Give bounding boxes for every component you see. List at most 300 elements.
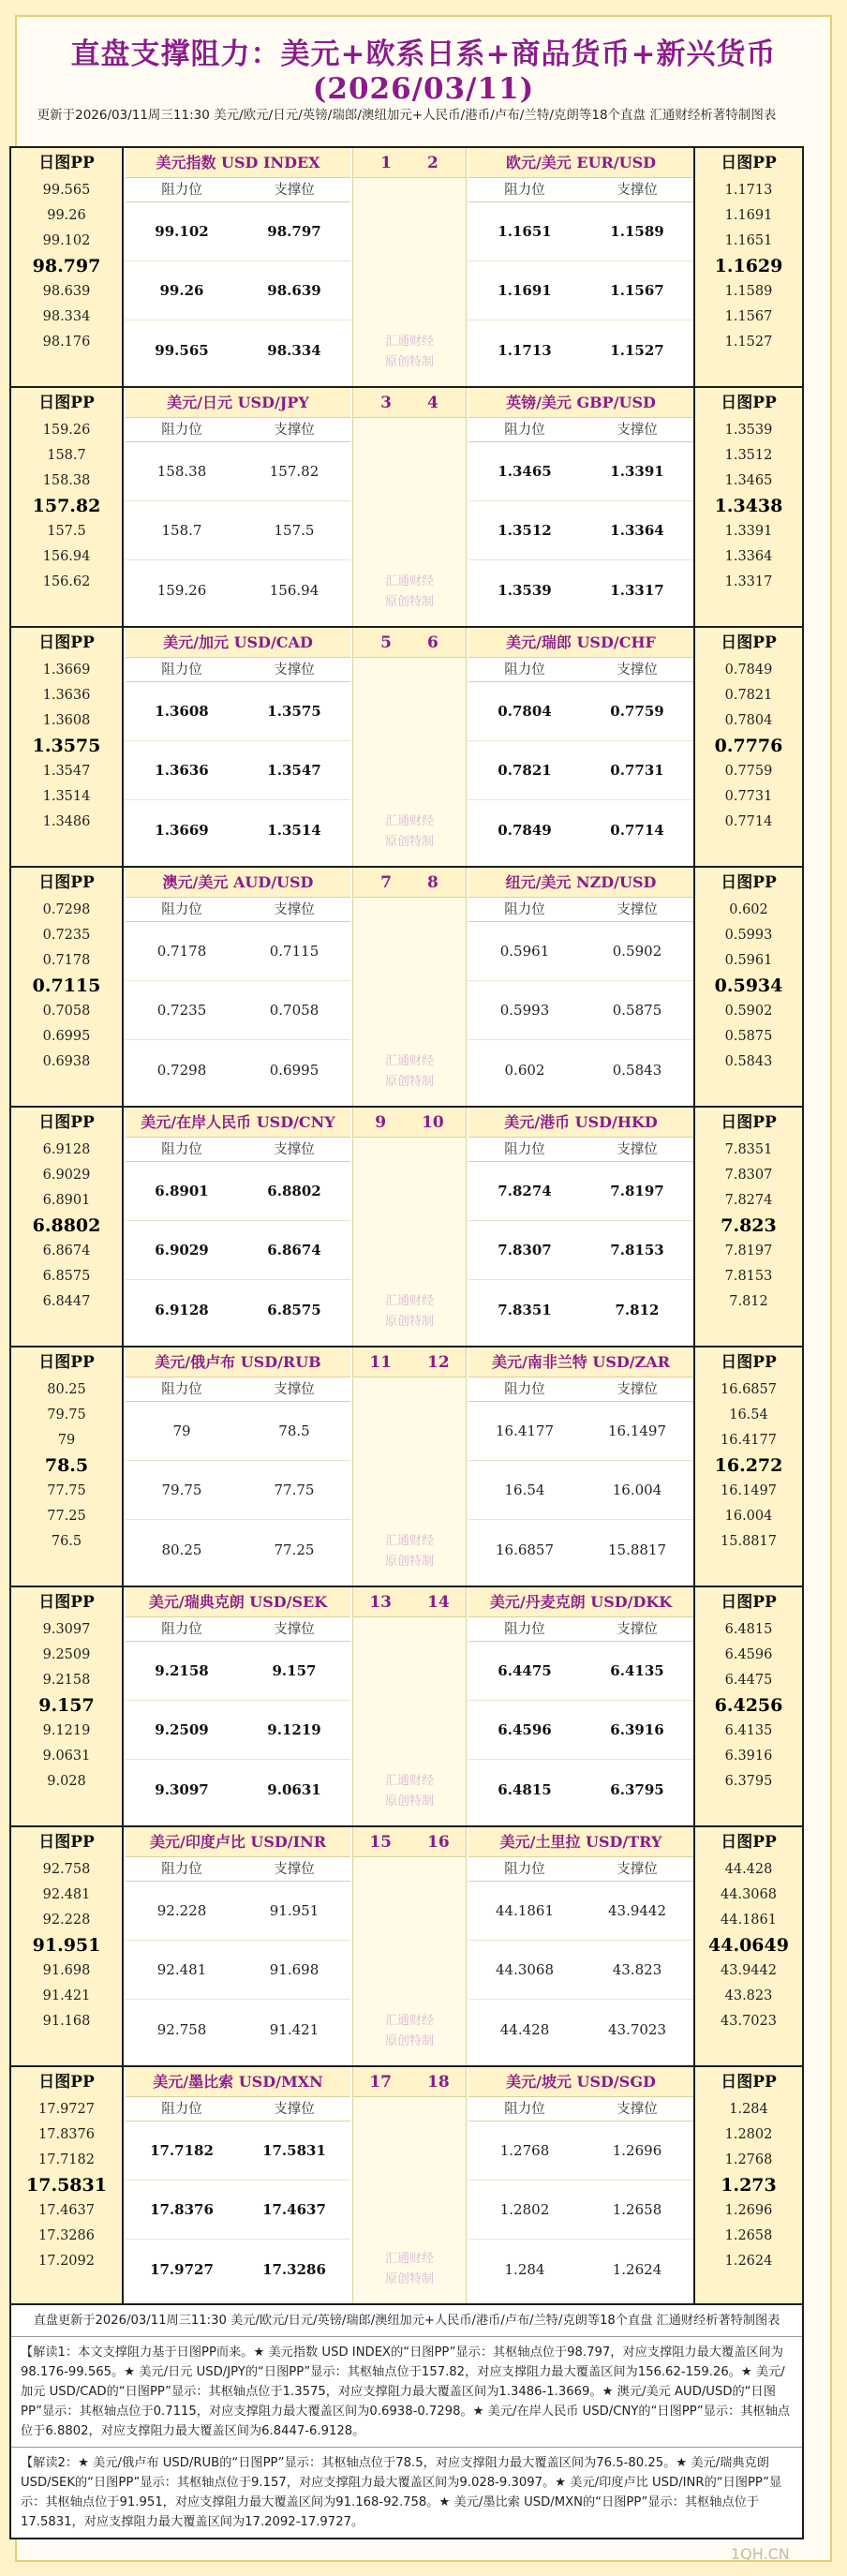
- watermark-line: 原创特制: [384, 2034, 434, 2048]
- pp-value: 16.54: [729, 1407, 768, 1422]
- support-label: 支撑位: [274, 663, 315, 678]
- pp-value: 0.6938: [42, 1054, 91, 1069]
- pp-value: 1.3512: [724, 448, 773, 463]
- pp-value: 1.1567: [724, 309, 773, 324]
- level-header: [468, 418, 693, 442]
- pp-value: 0.7759: [724, 764, 773, 779]
- resistance-value: 0.7849: [498, 821, 552, 839]
- pivot-value: 16.272: [714, 1455, 783, 1476]
- resistance-value: 0.602: [504, 1061, 545, 1079]
- watermark-line: 原创特制: [384, 1075, 434, 1089]
- pp-value: 9.028: [47, 1774, 86, 1789]
- watermark-line: 原创特制: [384, 595, 434, 609]
- level-row: [468, 2181, 693, 2240]
- level-header: [468, 2097, 693, 2122]
- footer: [9, 2305, 804, 2539]
- pp-value: 1.2624: [724, 2254, 773, 2269]
- pp-value: 0.7731: [724, 789, 773, 804]
- pp-value: 16.4177: [721, 1433, 777, 1448]
- level-header: [126, 898, 350, 922]
- watermark: [353, 812, 466, 853]
- pivot-value: 98.797: [32, 256, 101, 276]
- pair-name: 美元/丹麦克朗 USD/DKK: [468, 1587, 693, 1617]
- pp-value: 0.5993: [724, 928, 773, 943]
- pair-right: [468, 628, 693, 866]
- pp-value: 0.5961: [724, 953, 773, 968]
- pp-value: 1.3669: [42, 663, 91, 678]
- watermark-line: 汇通财经: [384, 1774, 434, 1788]
- pivot-value: 1.3575: [32, 736, 101, 756]
- pp-value: 9.3097: [42, 1622, 91, 1637]
- support-value: 1.3547: [267, 762, 321, 779]
- pp-header: 日图PP: [721, 633, 777, 652]
- pair-right: [468, 1587, 693, 1825]
- pair-number-left: 9: [375, 1113, 387, 1132]
- support-label: 支撑位: [274, 2102, 315, 2117]
- resistance-value: 16.6857: [495, 1541, 555, 1558]
- pp-value: 43.7023: [721, 2014, 777, 2029]
- pair-left: [126, 2067, 350, 2303]
- level-row: [468, 1461, 693, 1520]
- pair-number-left: 7: [380, 873, 392, 892]
- resistance-value: 159.26: [156, 581, 207, 599]
- support-value: 16.004: [612, 1482, 662, 1498]
- right-pp-column: [693, 628, 802, 866]
- support-value: 0.7714: [610, 821, 664, 839]
- pair-number-left: 13: [369, 1593, 392, 1612]
- pp-value: 0.5875: [724, 1029, 773, 1044]
- resistance-value: 16.4177: [495, 1422, 555, 1439]
- pp-value: 9.1219: [42, 1723, 91, 1738]
- watermark-line: 原创特制: [384, 1555, 434, 1569]
- pair-name: 美元/南非兰特 USD/ZAR: [468, 1348, 693, 1377]
- pp-value: 44.3068: [721, 1887, 777, 1902]
- pair-left: [126, 1587, 350, 1825]
- number-column: [352, 2067, 467, 2303]
- level-row: [126, 1941, 350, 2000]
- pp-value: 1.3465: [724, 473, 773, 488]
- level-row: [468, 1402, 693, 1461]
- support-value: 98.797: [267, 223, 321, 240]
- pair-numbers: [353, 388, 466, 418]
- support-value: 7.8153: [610, 1242, 664, 1258]
- pair-number-left: 11: [369, 1353, 392, 1372]
- pair-name: 美元/瑞郎 USD/CHF: [468, 628, 693, 658]
- pp-value: 92.758: [42, 1862, 91, 1877]
- level-row: [126, 1280, 350, 1339]
- left-pp-column: [11, 1108, 124, 1346]
- pair-name: 纽元/美元 NZD/USD: [468, 868, 693, 898]
- pair-name: 美元/在岸人民币 USD/CNY: [126, 1108, 350, 1138]
- resistance-label: 阻力位: [504, 1142, 545, 1157]
- pair-number-left: 5: [380, 633, 392, 652]
- pp-header: 日图PP: [721, 154, 777, 172]
- pp-value: 0.7821: [724, 688, 773, 703]
- support-value: 157.82: [269, 463, 319, 480]
- pp-header: 日图PP: [721, 1593, 777, 1612]
- resistance-value: 1.284: [504, 2260, 545, 2278]
- resistance-label: 阻力位: [504, 902, 545, 917]
- support-value: 0.6995: [269, 1061, 319, 1079]
- number-column: [352, 388, 467, 626]
- resistance-label: 阻力位: [161, 2102, 202, 2117]
- support-label: 支撑位: [617, 183, 658, 198]
- pp-value: 0.5902: [724, 1004, 773, 1019]
- level-row: [126, 560, 350, 619]
- pp-value: 158.7: [47, 448, 86, 463]
- resistance-value: 7.8307: [498, 1242, 552, 1258]
- pair-right: [468, 1108, 693, 1346]
- level-row: [126, 1701, 350, 1760]
- number-column: [352, 1827, 467, 2065]
- pp-value: 1.3486: [42, 814, 91, 829]
- resistance-value: 44.428: [499, 2020, 550, 2038]
- level-header: [126, 2097, 350, 2122]
- level-row: [126, 2122, 350, 2181]
- resistance-value: 92.758: [156, 2020, 207, 2038]
- pair-numbers: [353, 1348, 466, 1377]
- support-label: 支撑位: [274, 1382, 315, 1397]
- resistance-value: 1.1651: [498, 223, 552, 240]
- level-row: [468, 560, 693, 619]
- support-value: 91.698: [269, 1961, 319, 1978]
- number-column: [352, 148, 467, 386]
- support-value: 17.5831: [262, 2142, 326, 2159]
- pp-header: 日图PP: [38, 633, 95, 652]
- pair-name: 美元指数 USD INDEX: [126, 148, 350, 178]
- watermark: [353, 1291, 466, 1333]
- left-pp-column: [11, 1827, 124, 2065]
- level-row: [126, 442, 350, 501]
- pp-value: 0.7235: [42, 928, 91, 943]
- pp-value: 92.228: [42, 1913, 91, 1928]
- resistance-label: 阻力位: [504, 1622, 545, 1637]
- resistance-value: 1.3669: [155, 821, 209, 839]
- watermark-line: 汇通财经: [384, 1054, 434, 1068]
- level-header: [126, 1617, 350, 1642]
- support-label: 支撑位: [274, 423, 315, 438]
- pp-value: 17.7182: [38, 2152, 95, 2167]
- level-row: [126, 1520, 350, 1579]
- support-label: 支撑位: [617, 423, 658, 438]
- pair-number-right: 12: [427, 1353, 450, 1372]
- pivot-value: 44.0649: [708, 1935, 789, 1956]
- right-pp-column: [693, 868, 802, 1106]
- pair-left: [126, 388, 350, 626]
- pp-value: 1.3608: [42, 713, 91, 728]
- pair-name: 美元/坡元 USD/SGD: [468, 2067, 693, 2097]
- pp-value: 1.1651: [724, 233, 773, 248]
- support-value: 15.8817: [607, 1541, 667, 1558]
- pair-right: [468, 1827, 693, 2065]
- pp-value: 1.3514: [42, 789, 91, 804]
- level-row: [468, 261, 693, 320]
- pivot-value: 0.7115: [32, 975, 101, 996]
- pp-value: 44.1861: [721, 1913, 777, 1928]
- support-value: 6.8802: [267, 1183, 321, 1199]
- support-value: 17.3286: [262, 2260, 326, 2278]
- resistance-value: 9.2509: [155, 1721, 209, 1738]
- pp-value: 44.428: [724, 1862, 773, 1877]
- support-value: 98.334: [267, 341, 321, 359]
- pair-left: [126, 1348, 350, 1586]
- pair-number-right: 16: [427, 1833, 450, 1852]
- resistance-value: 17.7182: [150, 2142, 214, 2159]
- resistance-label: 阻力位: [504, 423, 545, 438]
- support-value: 1.3575: [267, 703, 321, 720]
- pivot-value: 91.951: [32, 1935, 101, 1956]
- pair-right: [468, 148, 693, 386]
- resistance-value: 17.9727: [150, 2260, 214, 2278]
- pp-value: 0.7298: [42, 902, 91, 917]
- resistance-value: 92.228: [156, 1902, 207, 1919]
- resistance-value: 0.7235: [156, 1002, 207, 1019]
- pivot-tables: [9, 146, 804, 2305]
- watermark-line: 原创特制: [384, 1794, 434, 1809]
- pp-value: 1.3636: [42, 688, 91, 703]
- pp-value: 6.8447: [42, 1294, 91, 1309]
- watermark-line: 原创特制: [384, 355, 434, 369]
- resistance-value: 6.4475: [498, 1662, 552, 1679]
- pair-left: [126, 1827, 350, 2065]
- level-row: [468, 682, 693, 741]
- level-header: [126, 418, 350, 442]
- pair-name: 美元/日元 USD/JPY: [126, 388, 350, 418]
- pp-value: 1.1527: [724, 335, 773, 350]
- footer-update: 直盘更新于2026/03/11周三11:30 美元/欧元/日元/英镑/瑞郎/澳纽加元+人民币/港币/卢布/兰特/克朗等18个直盘 汇通财经析著特制图表: [33, 2314, 780, 2328]
- pp-value: 6.8674: [42, 1243, 91, 1258]
- level-row: [126, 682, 350, 741]
- pp-value: 6.8901: [42, 1193, 91, 1208]
- support-value: 1.1567: [610, 282, 664, 299]
- pp-value: 16.6857: [721, 1382, 777, 1397]
- pair-number-left: 1: [380, 154, 392, 172]
- support-value: 78.5: [278, 1422, 310, 1439]
- pp-value: 15.8817: [721, 1534, 777, 1549]
- number-column: [352, 1348, 467, 1586]
- support-value: 1.1527: [610, 341, 664, 359]
- pp-header: 日图PP: [721, 394, 777, 412]
- pp-value: 79.75: [47, 1407, 86, 1422]
- support-label: 支撑位: [617, 2102, 658, 2117]
- pp-header: 日图PP: [721, 1833, 777, 1852]
- pivot-value: 157.82: [32, 496, 101, 516]
- pp-value: 156.62: [42, 574, 91, 589]
- pp-value: 9.0631: [42, 1749, 91, 1764]
- pair-numbers: [353, 1827, 466, 1857]
- pair-number-right: 2: [427, 154, 438, 172]
- resistance-label: 阻力位: [161, 1142, 202, 1157]
- level-header: [126, 1377, 350, 1402]
- pp-value: 6.3795: [724, 1774, 773, 1789]
- resistance-value: 9.2158: [155, 1662, 209, 1679]
- resistance-value: 99.565: [155, 341, 209, 359]
- left-pp-column: [11, 2067, 124, 2303]
- level-row: [468, 202, 693, 261]
- watermark-line: 原创特制: [384, 835, 434, 849]
- pp-value: 77.75: [47, 1483, 86, 1498]
- pp-value: 91.168: [42, 2014, 91, 2029]
- level-row: [126, 2181, 350, 2240]
- pp-value: 16.1497: [721, 1483, 777, 1498]
- pivot-value: 6.8802: [32, 1215, 101, 1236]
- support-value: 6.3916: [610, 1721, 664, 1738]
- watermark-line: 原创特制: [384, 1315, 434, 1329]
- level-row: [126, 501, 350, 560]
- pp-value: 1.1713: [724, 183, 773, 198]
- pp-value: 77.25: [47, 1509, 86, 1524]
- pp-value: 1.2658: [724, 2228, 773, 2243]
- pp-value: 9.2158: [42, 1673, 91, 1688]
- pp-header: 日图PP: [38, 1593, 95, 1612]
- level-row: [126, 1221, 350, 1280]
- support-label: 支撑位: [617, 1142, 658, 1157]
- pivot-value: 7.823: [721, 1215, 777, 1236]
- support-value: 1.2658: [612, 2201, 662, 2218]
- support-value: 0.7058: [269, 1002, 319, 1019]
- level-row: [468, 1882, 693, 1941]
- resistance-label: 阻力位: [161, 663, 202, 678]
- support-value: 0.7115: [269, 943, 319, 960]
- pair-name: 美元/港币 USD/HKD: [468, 1108, 693, 1138]
- resistance-value: 1.3465: [498, 463, 552, 480]
- resistance-value: 0.7298: [156, 1061, 207, 1079]
- pp-value: 6.4596: [724, 1647, 773, 1662]
- pp-value: 9.2509: [42, 1647, 91, 1662]
- resistance-value: 99.26: [159, 282, 204, 299]
- support-value: 0.5902: [612, 943, 662, 960]
- pp-value: 91.698: [42, 1963, 91, 1978]
- watermark: [353, 1531, 466, 1572]
- pp-header: 日图PP: [721, 1353, 777, 1372]
- pair-left: [126, 628, 350, 866]
- level-row: [126, 2240, 350, 2299]
- level-row: [126, 1882, 350, 1941]
- level-header: [126, 1857, 350, 1882]
- pp-value: 6.4815: [724, 1622, 773, 1637]
- pp-value: 1.3317: [724, 574, 773, 589]
- level-row: [468, 1040, 693, 1099]
- pair-block: [9, 1825, 804, 2065]
- pair-numbers: [353, 628, 466, 658]
- resistance-value: 17.8376: [150, 2201, 214, 2218]
- support-value: 1.3391: [610, 463, 664, 480]
- pp-value: 99.26: [47, 208, 86, 223]
- support-value: 0.7731: [610, 762, 664, 779]
- left-pp-column: [11, 1348, 124, 1586]
- pp-value: 0.7804: [724, 713, 773, 728]
- watermark: [353, 2011, 466, 2052]
- support-value: 77.25: [274, 1541, 315, 1558]
- level-row: [126, 202, 350, 261]
- level-row: [126, 800, 350, 859]
- pair-block: [9, 386, 804, 626]
- level-row: [126, 981, 350, 1040]
- pair-numbers: [353, 2067, 466, 2097]
- watermark: [353, 332, 466, 373]
- support-value: 1.3364: [610, 522, 664, 539]
- resistance-label: 阻力位: [504, 1382, 545, 1397]
- resistance-value: 1.1691: [498, 282, 552, 299]
- support-value: 156.94: [269, 581, 319, 599]
- pp-value: 0.602: [729, 902, 768, 917]
- pp-value: 7.8197: [724, 1243, 773, 1258]
- pp-value: 98.639: [42, 284, 91, 299]
- left-pp-column: [11, 1587, 124, 1825]
- right-pp-column: [693, 1827, 802, 2065]
- pair-number-right: 10: [422, 1113, 444, 1132]
- resistance-value: 0.7821: [498, 762, 552, 779]
- pair-name: 澳元/美元 AUD/USD: [126, 868, 350, 898]
- right-pp-column: [693, 388, 802, 626]
- site-logo: 1QH.CN: [731, 2545, 790, 2563]
- resistance-value: 158.38: [156, 463, 207, 480]
- pp-value: 7.8153: [724, 1269, 773, 1284]
- level-row: [468, 1760, 693, 1819]
- pair-left: [126, 1108, 350, 1346]
- pair-numbers: [353, 868, 466, 898]
- support-value: 77.75: [274, 1482, 315, 1498]
- pp-value: 7.812: [729, 1294, 768, 1309]
- level-header: [468, 658, 693, 682]
- level-row: [468, 2240, 693, 2299]
- right-pp-column: [693, 1348, 802, 1586]
- support-value: 43.9442: [607, 1902, 667, 1919]
- support-value: 157.5: [274, 522, 315, 539]
- pp-value: 159.26: [42, 423, 91, 438]
- resistance-value: 79: [172, 1422, 191, 1439]
- support-label: 支撑位: [274, 1622, 315, 1637]
- support-value: 6.8674: [267, 1242, 321, 1258]
- resistance-value: 1.1713: [498, 341, 552, 359]
- level-row: [468, 741, 693, 800]
- watermark-line: 汇通财经: [384, 335, 434, 349]
- pair-name: 美元/印度卢比 USD/INR: [126, 1827, 350, 1857]
- pivot-value: 9.157: [38, 1695, 95, 1716]
- pair-left: [126, 148, 350, 386]
- pp-value: 92.481: [42, 1887, 91, 1902]
- support-value: 9.1219: [267, 1721, 321, 1738]
- pp-value: 157.5: [47, 524, 86, 539]
- pp-value: 1.2696: [724, 2203, 773, 2218]
- support-value: 1.3317: [610, 581, 664, 599]
- support-label: 支撑位: [274, 183, 315, 198]
- level-row: [468, 1520, 693, 1579]
- level-row: [126, 1461, 350, 1520]
- support-value: 1.3514: [267, 821, 321, 839]
- pp-value: 1.1589: [724, 284, 773, 299]
- level-row: [468, 922, 693, 981]
- pair-number-right: 4: [427, 394, 438, 412]
- level-header: [468, 178, 693, 202]
- pivot-value: 1.3438: [714, 496, 783, 516]
- level-header: [468, 1377, 693, 1402]
- pair-block: [9, 1346, 804, 1586]
- resistance-value: 1.2802: [499, 2201, 550, 2218]
- pp-value: 1.3364: [724, 549, 773, 564]
- support-value: 43.823: [612, 1961, 662, 1978]
- pivot-value: 1.1629: [714, 256, 783, 276]
- left-pp-column: [11, 388, 124, 626]
- pair-name: 美元/墨比索 USD/MXN: [126, 2067, 350, 2097]
- pair-number-left: 3: [380, 394, 392, 412]
- resistance-value: 7.8274: [498, 1183, 552, 1199]
- pair-left: [126, 868, 350, 1106]
- number-column: [352, 868, 467, 1106]
- left-pp-column: [11, 628, 124, 866]
- resistance-value: 9.3097: [155, 1780, 209, 1798]
- pp-value: 0.7849: [724, 663, 773, 678]
